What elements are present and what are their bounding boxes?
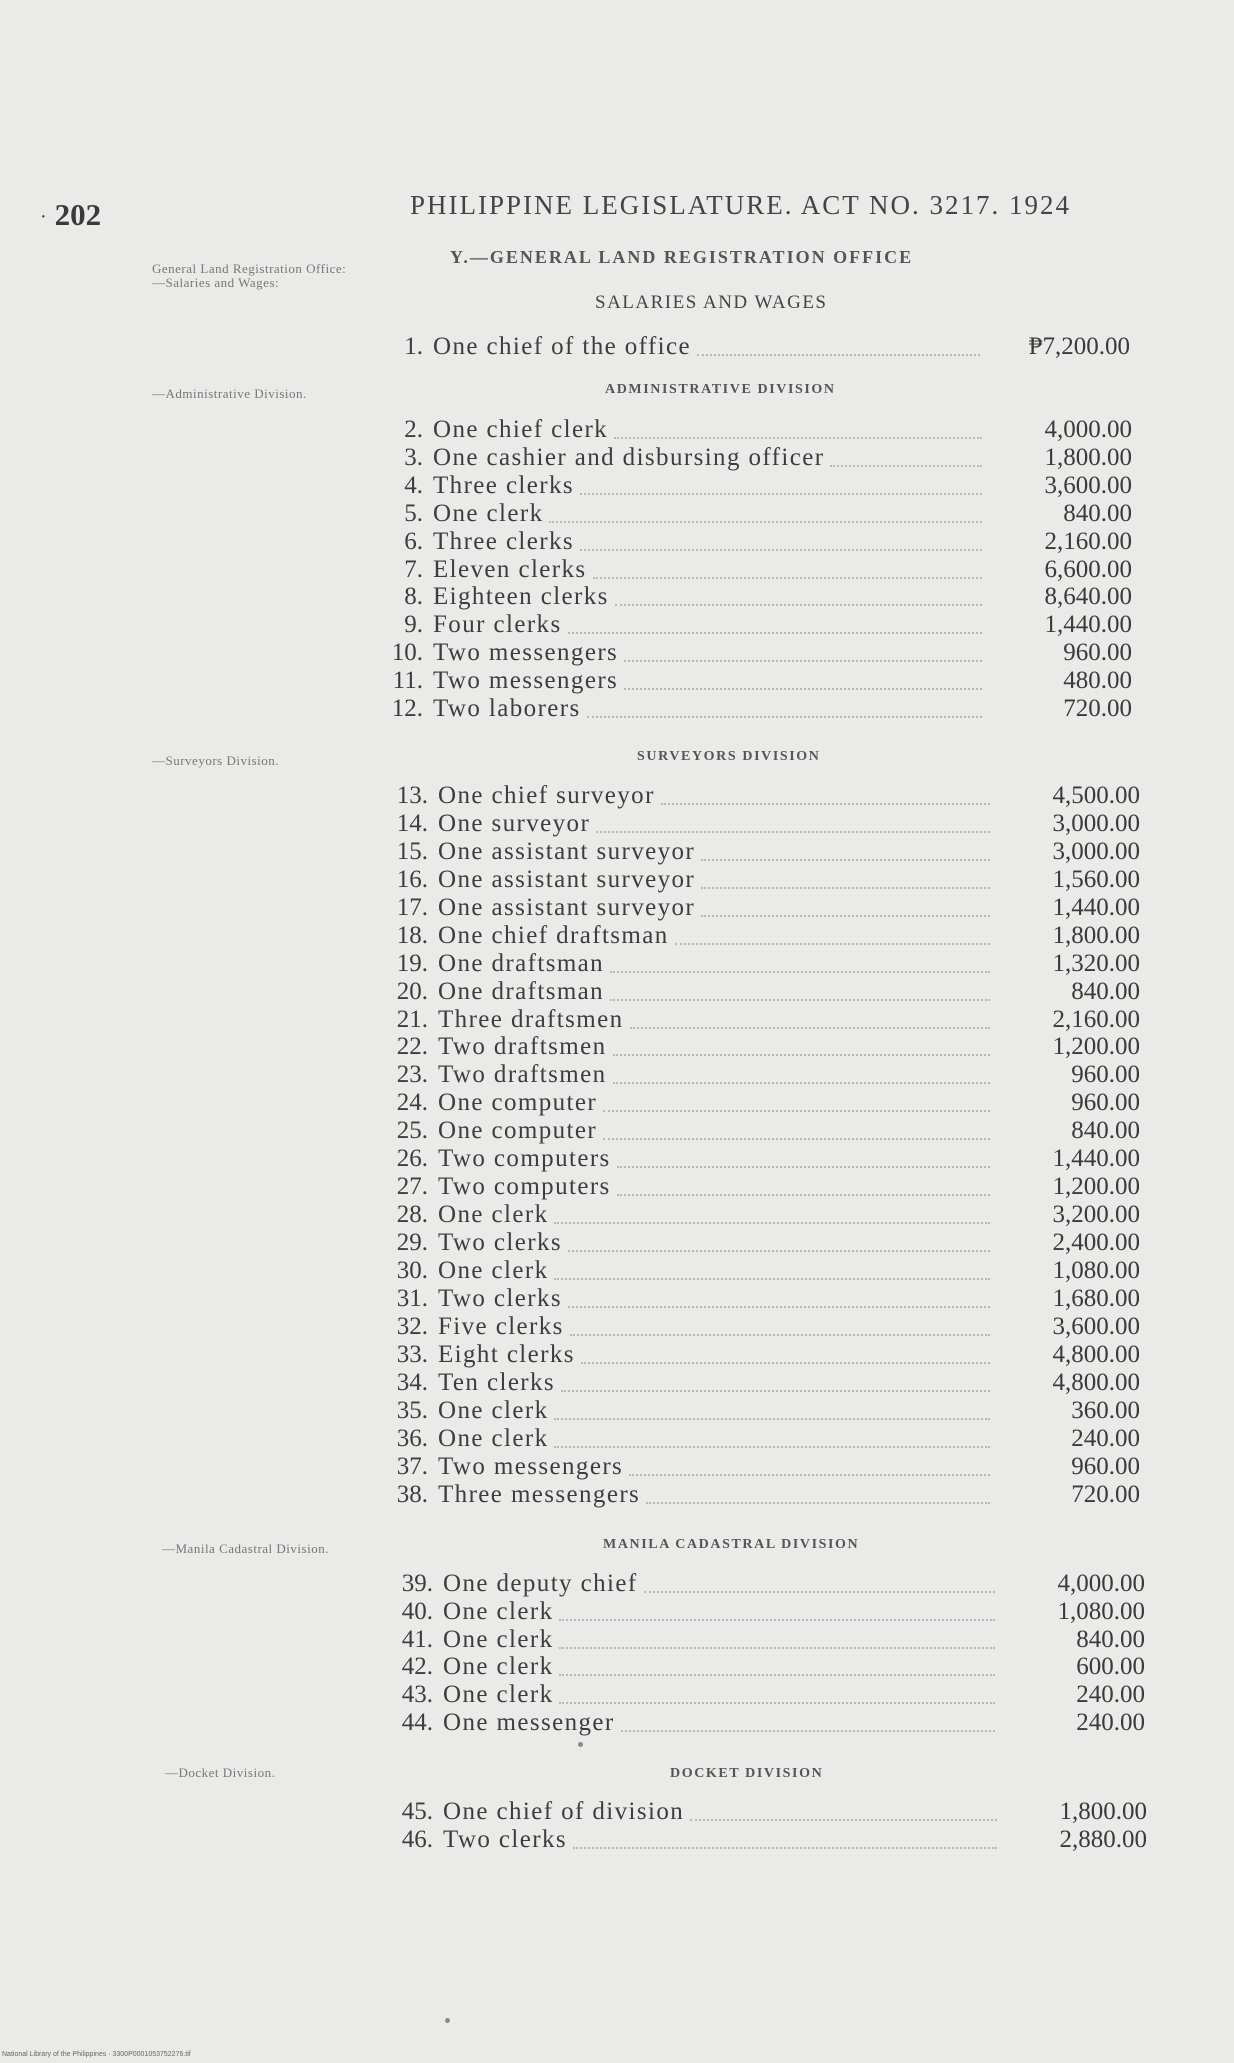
salary-item-row [383, 1089, 1140, 1117]
salary-item-row [383, 1117, 1140, 1145]
item-amount: 4,000.00 [1057, 1570, 1145, 1597]
item-amount: 4,800.00 [1052, 1368, 1140, 1396]
dot-leader [610, 971, 990, 973]
salary-item-row [383, 1145, 1140, 1173]
dot-leader [624, 688, 982, 690]
dot-leader [675, 943, 990, 945]
ink-speck [445, 2018, 450, 2023]
item-amount: 240.00 [1076, 1681, 1145, 1709]
item-number: 3. [404, 443, 423, 471]
item-number: 7. [404, 555, 423, 583]
item-amount: 600.00 [1076, 1653, 1145, 1681]
salary-item-row [378, 583, 1132, 611]
salary-item-row [378, 472, 1132, 500]
item-number: 19. [396, 949, 428, 977]
dot-leader [603, 1110, 990, 1112]
item-description: One computer [438, 1089, 598, 1117]
ink-speck [578, 1742, 583, 1747]
item-description: Two draftsmen [438, 1061, 607, 1089]
salary-item-row [388, 1598, 1145, 1626]
item-number: 38. [396, 1480, 428, 1508]
item-number: 23. [396, 1061, 428, 1089]
salary-item-row [383, 1481, 1140, 1509]
item-number: 32. [396, 1312, 428, 1340]
item-amount: 4,000.00 [1044, 416, 1132, 443]
dot-leader [573, 1847, 997, 1849]
item-description: One clerk [438, 1396, 549, 1424]
item-amount: 840.00 [1076, 1625, 1145, 1653]
item-description: Two messengers [433, 667, 619, 695]
salary-item-row [383, 978, 1140, 1006]
item-amount: 1,320.00 [1052, 949, 1140, 977]
item-amount: 1,440.00 [1052, 1145, 1140, 1173]
dot-leader [617, 1166, 990, 1168]
dot-leader [554, 1278, 990, 1280]
item-description: One chief surveyor [438, 782, 655, 809]
dot-leader [621, 1730, 995, 1732]
dot-leader [701, 915, 990, 917]
item-description: Two computers [438, 1173, 611, 1201]
dot-leader [617, 1194, 990, 1196]
item-description: One assistant surveyor [438, 865, 696, 893]
heading-manila-cadastral-division: MANILA CADASTRAL DIVISION [603, 1537, 860, 1552]
dot-leader [549, 521, 982, 523]
dot-leader [580, 493, 982, 495]
item-description: Three draftsmen [438, 1005, 624, 1033]
item-amount: 3,600.00 [1052, 1312, 1140, 1340]
salary-item-row [388, 1626, 1145, 1654]
item-description: Eight clerks [438, 1340, 575, 1368]
page-number [40, 197, 101, 233]
dot-leader [830, 465, 982, 467]
dot-leader [624, 660, 982, 662]
dot-leader [581, 1362, 990, 1364]
dot-leader [554, 1222, 990, 1224]
item-description: Eleven clerks [433, 555, 587, 583]
item-number: 24. [396, 1089, 428, 1117]
dot-leader [613, 1054, 991, 1056]
item-number: 41. [401, 1625, 433, 1653]
item-amount: 3,000.00 [1052, 809, 1140, 837]
section-title: Y.—GENERAL LAND REGISTRATION OFFICE [450, 247, 914, 267]
dot-leader [596, 831, 990, 833]
item-description: One cashier and disbursing officer [433, 443, 825, 471]
item-description: One chief of division [443, 1798, 685, 1825]
heading-surveyors-division: SURVEYORS DIVISION [637, 749, 821, 764]
item-number: 44. [401, 1709, 433, 1736]
dot-leader [561, 1390, 990, 1392]
item-amount: 1,440.00 [1052, 893, 1140, 921]
item-number: 11. [392, 667, 423, 695]
item-number: 39. [401, 1570, 433, 1597]
item-amount: 3,000.00 [1052, 837, 1140, 865]
item-description: Three clerks [433, 471, 575, 499]
salary-item-row [383, 866, 1140, 894]
dot-leader [568, 632, 982, 634]
item-number: 22. [396, 1033, 428, 1061]
item-amount: 1,800.00 [1044, 443, 1132, 471]
salary-item-row [383, 1313, 1140, 1341]
item-amount: 1,560.00 [1052, 865, 1140, 893]
item-description: One chief clerk [433, 416, 609, 443]
dot-leader [587, 716, 982, 718]
item-number: 18. [396, 921, 428, 949]
dot-leader [646, 1502, 990, 1504]
item-number: 13. [396, 782, 428, 809]
salary-item-row [388, 1681, 1145, 1709]
dot-leader [644, 1591, 995, 1593]
dot-leader [614, 437, 982, 439]
subsection-title: SALARIES AND WAGES [595, 292, 828, 313]
item-amount: ₱7,200.00 [1028, 333, 1130, 360]
salary-item-row [383, 1257, 1140, 1285]
item-number: 15. [396, 837, 428, 865]
dot-leader [554, 1418, 990, 1420]
item-description: One messenger [443, 1709, 615, 1736]
salary-item-row [383, 782, 1140, 810]
dot-leader [610, 999, 990, 1001]
item-description: One chief draftsman [438, 921, 669, 949]
item-number: 30. [396, 1256, 428, 1284]
item-description: One clerk [438, 1256, 549, 1284]
item-number: 28. [396, 1201, 428, 1229]
item-number: 9. [404, 611, 423, 639]
item-description: Two laborers [433, 695, 581, 722]
item-amount: 840.00 [1063, 499, 1132, 527]
salary-item-row [383, 1229, 1140, 1257]
salary-item-row [383, 1341, 1140, 1369]
item-number: 4. [404, 471, 423, 499]
item-amount: 960.00 [1071, 1089, 1140, 1117]
salary-item-row [378, 500, 1132, 528]
item-description: One computer [438, 1117, 598, 1145]
item-number: 20. [396, 977, 428, 1005]
item-description: Two clerks [438, 1229, 563, 1257]
item-description: One clerk [443, 1597, 554, 1625]
salary-item-row [383, 894, 1140, 922]
dot-leader [568, 1250, 990, 1252]
item-amount: 480.00 [1063, 667, 1132, 695]
dot-leader [593, 577, 982, 579]
salary-item-row [383, 1453, 1140, 1481]
item-amount: 1,680.00 [1052, 1284, 1140, 1312]
dot-leader [613, 1082, 991, 1084]
dot-leader [570, 1334, 990, 1336]
item-number: 27. [396, 1173, 428, 1201]
salary-item-row [378, 444, 1132, 472]
salary-item-row [378, 611, 1132, 639]
salary-item-row [378, 528, 1132, 556]
item-number: 26. [396, 1145, 428, 1173]
salary-item-row [378, 639, 1132, 667]
item-number: 46. [401, 1825, 433, 1853]
item-number: 45. [401, 1798, 433, 1825]
item-description: One clerk [443, 1681, 554, 1709]
item-number: 17. [396, 893, 428, 921]
item-amount: 3,600.00 [1044, 471, 1132, 499]
item-description: Three clerks [433, 527, 575, 555]
item-description: One assistant surveyor [438, 837, 696, 865]
item-amount: 720.00 [1063, 695, 1132, 722]
item-description: One clerk [438, 1201, 549, 1229]
salary-item-row [378, 416, 1132, 444]
item-amount: 240.00 [1071, 1424, 1140, 1452]
salary-item-row [378, 556, 1132, 584]
item-description: One draftsman [438, 949, 605, 977]
item-number: 34. [396, 1368, 428, 1396]
salary-item-row [383, 810, 1140, 838]
margin-note-surveyors: —Surveyors Division. [152, 753, 279, 768]
item-amount: 960.00 [1063, 639, 1132, 667]
page-number-text: 202 [54, 197, 102, 232]
dot-leader [559, 1647, 995, 1649]
dot-leader [603, 1138, 990, 1140]
item-number: 36. [396, 1424, 428, 1452]
item-amount: 1,800.00 [1059, 1798, 1147, 1825]
item-amount: 960.00 [1071, 1061, 1140, 1089]
salary-item-row [388, 1570, 1145, 1598]
item-amount: 1,800.00 [1052, 921, 1140, 949]
dot-leader [580, 549, 982, 551]
item-description: One clerk [443, 1625, 554, 1653]
item-number: 16. [396, 865, 428, 893]
item-amount: 720.00 [1071, 1480, 1140, 1508]
item-description: One deputy chief [443, 1570, 638, 1597]
dot-leader [697, 354, 980, 356]
item-number: 40. [401, 1597, 433, 1625]
salary-item-row [383, 1369, 1140, 1397]
item-description: One assistant surveyor [438, 893, 696, 921]
item-number: 35. [396, 1396, 428, 1424]
item-description: Two messengers [433, 639, 619, 667]
item-description: Three messengers [438, 1480, 641, 1508]
salary-item-row [388, 1653, 1145, 1681]
scan-footer-tag: National Library of the Philippines · 3300P0001053752276.tif [2, 2051, 191, 2058]
item-description: One clerk [438, 1424, 549, 1452]
item-description: One clerk [443, 1653, 554, 1681]
item-amount: 1,440.00 [1044, 611, 1132, 639]
salary-item-row [383, 1201, 1140, 1229]
item-number: 33. [396, 1340, 428, 1368]
item-description: Two clerks [438, 1284, 563, 1312]
item-amount: 240.00 [1076, 1709, 1145, 1736]
item-number: 8. [404, 583, 423, 611]
salary-item-row [378, 667, 1132, 695]
dot-leader [701, 859, 990, 861]
item-description: One draftsman [438, 977, 605, 1005]
salary-item-row [383, 1173, 1140, 1201]
item-amount: 8,640.00 [1044, 583, 1132, 611]
dot-leader [559, 1619, 995, 1621]
item-description: Ten clerks [438, 1368, 556, 1396]
item-amount: 960.00 [1071, 1452, 1140, 1480]
margin-note-docket: —Docket Division. [165, 1765, 276, 1780]
item-description: Four clerks [433, 611, 562, 639]
item-number: 12. [391, 695, 423, 722]
dot-leader [615, 604, 982, 606]
salary-item-row [383, 838, 1140, 866]
dot-leader [559, 1702, 995, 1704]
salary-item-row [378, 333, 1130, 361]
item-number: 10. [391, 639, 423, 667]
item-number: 21. [396, 1005, 428, 1033]
item-description: One surveyor [438, 809, 591, 837]
item-number: 29. [396, 1229, 428, 1257]
item-number: 2. [404, 416, 423, 443]
salary-item-row [388, 1709, 1145, 1737]
item-amount: 3,200.00 [1052, 1201, 1140, 1229]
item-description: Five clerks [438, 1312, 564, 1340]
item-amount: 4,500.00 [1052, 782, 1140, 809]
margin-dot: · [40, 206, 47, 229]
item-description: Two draftsmen [438, 1033, 607, 1061]
item-amount: 6,600.00 [1044, 555, 1132, 583]
item-description: One clerk [433, 499, 544, 527]
item-amount: 2,400.00 [1052, 1229, 1140, 1257]
item-number: 25. [396, 1117, 428, 1145]
running-head: PHILIPPINE LEGISLATURE. ACT NO. 3217. 1924 [410, 190, 1072, 220]
salary-item-row [383, 1425, 1140, 1453]
dot-leader [568, 1306, 990, 1308]
item-number: 6. [404, 527, 423, 555]
item-description: Two computers [438, 1145, 611, 1173]
dot-leader [661, 803, 990, 805]
margin-note-administrative: —Administrative Division. [152, 386, 307, 401]
item-description: Two messengers [438, 1452, 624, 1480]
margin-note-manila: —Manila Cadastral Division. [162, 1541, 329, 1556]
dot-leader [701, 887, 990, 889]
salary-item-row [383, 950, 1140, 978]
item-amount: 1,200.00 [1052, 1173, 1140, 1201]
item-number: 37. [396, 1452, 428, 1480]
item-amount: 840.00 [1071, 977, 1140, 1005]
salary-item-row [388, 1826, 1147, 1854]
item-amount: 1,080.00 [1057, 1597, 1145, 1625]
item-number: 5. [404, 499, 423, 527]
dot-leader [630, 1027, 990, 1029]
salary-item-row [383, 1397, 1140, 1425]
item-number: 43. [401, 1681, 433, 1709]
item-amount: 1,200.00 [1052, 1033, 1140, 1061]
dot-leader [690, 1819, 997, 1821]
item-amount: 2,160.00 [1044, 527, 1132, 555]
item-amount: 4,800.00 [1052, 1340, 1140, 1368]
item-amount: 2,160.00 [1052, 1005, 1140, 1033]
dot-leader [559, 1674, 995, 1676]
item-number: 42. [401, 1653, 433, 1681]
salary-item-row [378, 695, 1132, 723]
item-amount: 360.00 [1071, 1396, 1140, 1424]
salary-item-row [383, 1033, 1140, 1061]
item-description: One chief of the office [433, 333, 692, 360]
item-number: 14. [396, 809, 428, 837]
margin-note-general: General Land Registration Office: —Salaries and Wages: [152, 261, 347, 290]
salary-item-row [383, 1006, 1140, 1034]
salary-item-row [383, 1061, 1140, 1089]
item-number: 1. [404, 333, 423, 360]
heading-docket-division: DOCKET DIVISION [670, 1766, 824, 1781]
salary-item-row [383, 1285, 1140, 1313]
dot-leader [554, 1446, 990, 1448]
item-number: 31. [396, 1284, 428, 1312]
item-amount: 840.00 [1071, 1117, 1140, 1145]
salary-item-row [383, 922, 1140, 950]
item-amount: 2,880.00 [1059, 1825, 1147, 1853]
salary-item-row [388, 1798, 1147, 1826]
item-amount: 1,080.00 [1052, 1256, 1140, 1284]
dot-leader [629, 1474, 990, 1476]
item-description: Two clerks [443, 1825, 568, 1853]
heading-administrative-division: ADMINISTRATIVE DIVISION [605, 382, 836, 397]
item-description: Eighteen clerks [433, 583, 609, 611]
